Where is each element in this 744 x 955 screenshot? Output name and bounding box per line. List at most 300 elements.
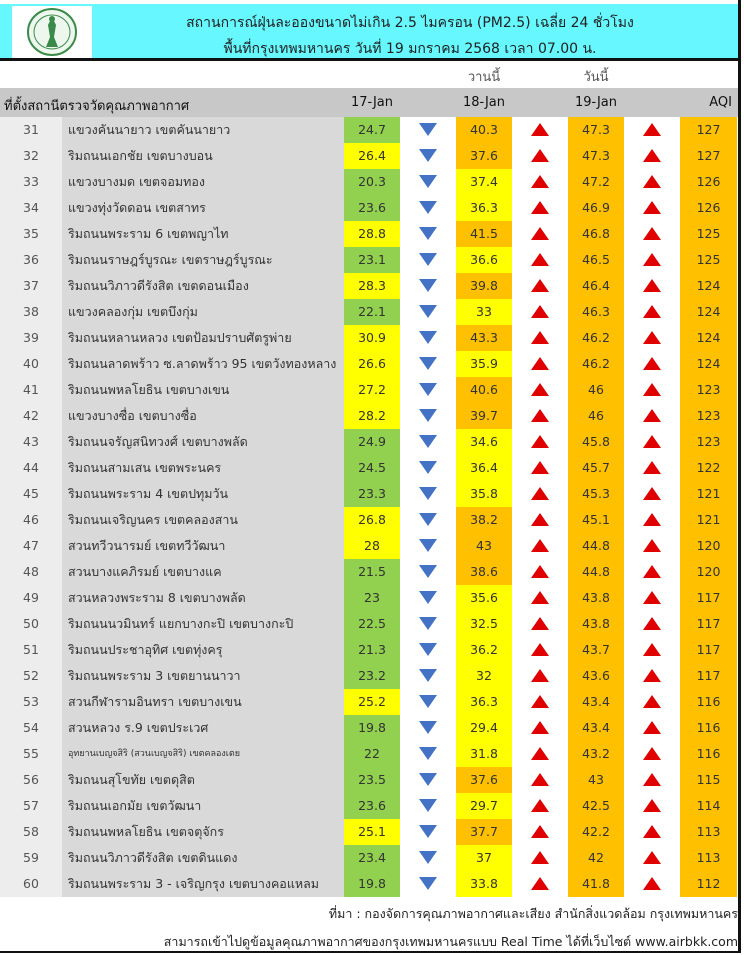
down-arrow-icon (419, 617, 437, 630)
table-row (0, 247, 738, 273)
row-number: 34 (0, 195, 62, 221)
up-arrow-icon (531, 877, 549, 890)
row-number: 53 (0, 689, 62, 715)
up-arrow-icon (643, 747, 661, 760)
down-arrow-icon (419, 279, 437, 292)
up-arrow-icon (643, 175, 661, 188)
trend-cell (512, 273, 568, 299)
trend-cell (512, 637, 568, 663)
header-18-jan: 18-Jan (463, 95, 505, 110)
trend-cell (400, 663, 456, 689)
value-17-jan: 21.5 (344, 559, 400, 585)
value-18-jan: 41.5 (456, 221, 512, 247)
trend-cell (512, 767, 568, 793)
aqi-value: 124 (680, 299, 737, 325)
trend-cell (624, 143, 680, 169)
aqi-value: 124 (680, 325, 737, 351)
down-arrow-icon (419, 513, 437, 526)
trend-cell (624, 611, 680, 637)
trend-cell (400, 455, 456, 481)
up-arrow-icon (643, 643, 661, 656)
up-arrow-icon (643, 279, 661, 292)
station-name: ริมถนนเอกชัย เขตบางบอน (62, 143, 344, 169)
value-18-jan: 35.9 (456, 351, 512, 377)
aqi-value: 124 (680, 273, 737, 299)
row-number: 43 (0, 429, 62, 455)
table-row (0, 637, 738, 663)
station-name: ริมถนนนวมินทร์ แยกบางกะปิ เขตบางกะปิ (62, 611, 344, 637)
table-row (0, 507, 738, 533)
value-19-jan: 46.3 (568, 299, 624, 325)
value-19-jan: 46.4 (568, 273, 624, 299)
trend-cell (624, 689, 680, 715)
table-row (0, 299, 738, 325)
yesterday-label: วานนี้ (467, 70, 501, 85)
down-arrow-icon (419, 201, 437, 214)
trend-cell (400, 377, 456, 403)
trend-cell (400, 403, 456, 429)
up-arrow-icon (531, 409, 549, 422)
table-row (0, 325, 738, 351)
value-17-jan: 28.8 (344, 221, 400, 247)
trend-cell (624, 169, 680, 195)
up-arrow-icon (531, 591, 549, 604)
value-17-jan: 23.4 (344, 845, 400, 871)
up-arrow-icon (643, 357, 661, 370)
trend-cell (512, 533, 568, 559)
station-name: สวนกีฬารามอินทรา เขตบางเขน (62, 689, 344, 715)
up-arrow-icon (643, 539, 661, 552)
row-number: 59 (0, 845, 62, 871)
value-19-jan: 46.2 (568, 351, 624, 377)
table-row (0, 585, 738, 611)
row-number: 56 (0, 767, 62, 793)
value-17-jan: 23.1 (344, 247, 400, 273)
trend-cell (400, 871, 456, 897)
table-row (0, 143, 738, 169)
station-name: ริมถนนพหลโยธิน เขตบางเขน (62, 377, 344, 403)
value-18-jan: 38.2 (456, 507, 512, 533)
value-18-jan: 36.2 (456, 637, 512, 663)
value-17-jan: 21.3 (344, 637, 400, 663)
trend-cell (624, 325, 680, 351)
value-18-jan: 36.6 (456, 247, 512, 273)
value-19-jan: 42.5 (568, 793, 624, 819)
up-arrow-icon (531, 825, 549, 838)
row-number: 44 (0, 455, 62, 481)
up-arrow-icon (643, 253, 661, 266)
trend-cell (624, 455, 680, 481)
up-arrow-icon (643, 409, 661, 422)
station-name: ริมถนนพระราม 3 เขตยานนาวา (62, 663, 344, 689)
row-number: 52 (0, 663, 62, 689)
trend-cell (400, 299, 456, 325)
trend-cell (624, 585, 680, 611)
table-row (0, 533, 738, 559)
value-19-jan: 46 (568, 377, 624, 403)
value-18-jan: 29.7 (456, 793, 512, 819)
row-number: 49 (0, 585, 62, 611)
station-name: ริมถนนพหลโยธิน เขตจตุจักร (62, 819, 344, 845)
station-name: ริมถนนจรัญสนิทวงศ์ เขตบางพลัด (62, 429, 344, 455)
table-row (0, 273, 738, 299)
trend-cell (400, 819, 456, 845)
aqi-value: 120 (680, 533, 737, 559)
trend-cell (512, 559, 568, 585)
station-name: ริมถนนประชาอุทิศ เขตทุ่งครุ (62, 637, 344, 663)
station-name: ริมถนนหลานหลวง เขตป้อมปราบศัตรูพ่าย (62, 325, 344, 351)
up-arrow-icon (531, 513, 549, 526)
value-17-jan: 24.7 (344, 117, 400, 143)
down-arrow-icon (419, 149, 437, 162)
up-arrow-icon (643, 877, 661, 890)
aqi-value: 125 (680, 247, 737, 273)
row-number: 46 (0, 507, 62, 533)
table-row (0, 195, 738, 221)
row-number: 60 (0, 871, 62, 897)
value-19-jan: 43.8 (568, 585, 624, 611)
trend-cell (400, 481, 456, 507)
trend-cell (624, 845, 680, 871)
row-number: 32 (0, 143, 62, 169)
station-name: ริมถนนวิภาวดีรังสิต เขตดินแดง (62, 845, 344, 871)
trend-cell (624, 247, 680, 273)
table-row (0, 481, 738, 507)
value-18-jan: 31.8 (456, 741, 512, 767)
value-19-jan: 47.3 (568, 117, 624, 143)
station-name: ริมถนนเจริญนคร เขตคลองสาน (62, 507, 344, 533)
up-arrow-icon (643, 331, 661, 344)
value-18-jan: 39.8 (456, 273, 512, 299)
header-19-jan: 19-Jan (575, 95, 617, 110)
table-row (0, 845, 738, 871)
aqi-value: 123 (680, 377, 737, 403)
table-row (0, 741, 738, 767)
trend-cell (624, 195, 680, 221)
trend-cell (624, 403, 680, 429)
header-17-jan: 17-Jan (351, 95, 393, 110)
value-18-jan: 32 (456, 663, 512, 689)
table-row (0, 377, 738, 403)
trend-cell (400, 325, 456, 351)
trend-cell (624, 793, 680, 819)
row-number: 58 (0, 819, 62, 845)
trend-cell (512, 351, 568, 377)
station-name: แขวงบางซื่อ เขตบางซื่อ (62, 403, 344, 429)
value-19-jan: 43.7 (568, 637, 624, 663)
value-18-jan: 37 (456, 845, 512, 871)
value-19-jan: 45.8 (568, 429, 624, 455)
trend-cell (624, 715, 680, 741)
trend-cell (512, 871, 568, 897)
trend-cell (512, 481, 568, 507)
trend-cell (400, 169, 456, 195)
table-row (0, 429, 738, 455)
value-17-jan: 25.1 (344, 819, 400, 845)
trend-cell (624, 507, 680, 533)
trend-cell (624, 819, 680, 845)
table-row (0, 559, 738, 585)
trend-cell (400, 195, 456, 221)
value-19-jan: 42 (568, 845, 624, 871)
table-row (0, 819, 738, 845)
trend-cell (512, 247, 568, 273)
header-location: ที่ตั้งสถานีตรวจวัดคุณภาพอากาศ (4, 99, 190, 114)
row-number: 51 (0, 637, 62, 663)
value-18-jan: 43 (456, 533, 512, 559)
aqi-value: 116 (680, 741, 737, 767)
seal-icon (23, 7, 81, 57)
station-name: ริมถนนลาดพร้าว ซ.ลาดพร้าว 95 เขตวังทองหลาง (62, 351, 344, 377)
title-line-2: พื้นที่กรุงเทพมหานคร วันที่ 19 มกราคม 2568 เวลา 07.00 น. (223, 41, 597, 57)
row-number: 45 (0, 481, 62, 507)
down-arrow-icon (419, 487, 437, 500)
row-number: 54 (0, 715, 62, 741)
trend-cell (624, 871, 680, 897)
trend-cell (624, 741, 680, 767)
realtime-note: สามารถเข้าไปดูข้อมูลคุณภาพอากาศของกรุงเทพมหานครแบบ Real Time ได้ที่เว็บไซต์ www.airbkk.com (163, 934, 738, 949)
trend-cell (624, 533, 680, 559)
station-name: สวนบางแคภิรมย์ เขตบางแค (62, 559, 344, 585)
up-arrow-icon (643, 201, 661, 214)
value-17-jan: 20.3 (344, 169, 400, 195)
trend-cell (624, 299, 680, 325)
down-arrow-icon (419, 435, 437, 448)
trend-cell (624, 221, 680, 247)
value-17-jan: 22.5 (344, 611, 400, 637)
value-19-jan: 44.8 (568, 559, 624, 585)
aqi-value: 115 (680, 767, 737, 793)
row-number: 40 (0, 351, 62, 377)
table-row (0, 611, 738, 637)
title-line-1: สถานการณ์ฝุ่นละอองขนาดไม่เกิน 2.5 ไมครอน (PM2.5) เฉลี่ย 24 ชั่วโมง (186, 15, 634, 31)
value-18-jan: 36.3 (456, 689, 512, 715)
row-number: 42 (0, 403, 62, 429)
value-17-jan: 23.6 (344, 793, 400, 819)
trend-cell (400, 247, 456, 273)
table-row (0, 871, 738, 897)
trend-cell (512, 455, 568, 481)
station-name: แขวงบางมด เขตจอมทอง (62, 169, 344, 195)
up-arrow-icon (531, 643, 549, 656)
down-arrow-icon (419, 773, 437, 786)
value-17-jan: 23.6 (344, 195, 400, 221)
trend-cell (624, 273, 680, 299)
down-arrow-icon (419, 409, 437, 422)
down-arrow-icon (419, 331, 437, 344)
trend-cell (400, 221, 456, 247)
up-arrow-icon (531, 305, 549, 318)
trend-cell (512, 169, 568, 195)
value-19-jan: 46.8 (568, 221, 624, 247)
trend-cell (512, 403, 568, 429)
trend-cell (400, 117, 456, 143)
trend-cell (512, 689, 568, 715)
up-arrow-icon (531, 123, 549, 136)
value-19-jan: 47.3 (568, 143, 624, 169)
down-arrow-icon (419, 799, 437, 812)
value-19-jan: 43.4 (568, 715, 624, 741)
trend-cell (400, 793, 456, 819)
trend-cell (624, 377, 680, 403)
value-17-jan: 26.6 (344, 351, 400, 377)
up-arrow-icon (531, 149, 549, 162)
value-17-jan: 24.5 (344, 455, 400, 481)
up-arrow-icon (531, 227, 549, 240)
trend-cell (512, 507, 568, 533)
value-18-jan: 37.6 (456, 143, 512, 169)
table-row (0, 715, 738, 741)
value-17-jan: 22 (344, 741, 400, 767)
station-name: ริมถนนสามเสน เขตพระนคร (62, 455, 344, 481)
value-18-jan: 33.8 (456, 871, 512, 897)
trend-cell (512, 741, 568, 767)
up-arrow-icon (643, 799, 661, 812)
up-arrow-icon (531, 383, 549, 396)
value-18-jan: 36.3 (456, 195, 512, 221)
up-arrow-icon (531, 539, 549, 552)
today-label: วันนี้ (583, 70, 609, 85)
trend-cell (400, 273, 456, 299)
trend-cell (400, 845, 456, 871)
value-17-jan: 26.4 (344, 143, 400, 169)
aqi-value: 126 (680, 195, 737, 221)
trend-cell (400, 585, 456, 611)
up-arrow-icon (531, 617, 549, 630)
up-arrow-icon (643, 149, 661, 162)
up-arrow-icon (643, 825, 661, 838)
up-arrow-icon (643, 461, 661, 474)
up-arrow-icon (531, 201, 549, 214)
down-arrow-icon (419, 669, 437, 682)
down-arrow-icon (419, 305, 437, 318)
station-name: ริมถนนวิภาวดีรังสิต เขตดอนเมือง (62, 273, 344, 299)
row-number: 48 (0, 559, 62, 585)
aqi-value: 121 (680, 481, 737, 507)
trend-cell (400, 689, 456, 715)
value-19-jan: 43 (568, 767, 624, 793)
row-number: 33 (0, 169, 62, 195)
trend-cell (512, 221, 568, 247)
trend-cell (400, 559, 456, 585)
station-name: สวนหลวงพระราม 8 เขตบางพลัด (62, 585, 344, 611)
trend-cell (512, 299, 568, 325)
row-number: 41 (0, 377, 62, 403)
down-arrow-icon (419, 591, 437, 604)
up-arrow-icon (531, 461, 549, 474)
up-arrow-icon (643, 227, 661, 240)
header-aqi: AQI (709, 95, 732, 110)
value-19-jan: 43.4 (568, 689, 624, 715)
value-18-jan: 33 (456, 299, 512, 325)
row-number: 31 (0, 117, 62, 143)
value-19-jan: 45.1 (568, 507, 624, 533)
up-arrow-icon (643, 669, 661, 682)
value-17-jan: 25.2 (344, 689, 400, 715)
value-19-jan: 43.8 (568, 611, 624, 637)
trend-cell (624, 559, 680, 585)
up-arrow-icon (531, 799, 549, 812)
up-arrow-icon (531, 253, 549, 266)
table-row (0, 117, 738, 143)
table-row (0, 689, 738, 715)
trend-cell (400, 351, 456, 377)
station-name: แขวงคันนายาว เขตคันนายาว (62, 117, 344, 143)
down-arrow-icon (419, 721, 437, 734)
down-arrow-icon (419, 825, 437, 838)
up-arrow-icon (643, 123, 661, 136)
up-arrow-icon (643, 513, 661, 526)
aqi-value: 112 (680, 871, 737, 897)
value-17-jan: 23 (344, 585, 400, 611)
value-19-jan: 44.8 (568, 533, 624, 559)
trend-cell (512, 117, 568, 143)
value-19-jan: 41.8 (568, 871, 624, 897)
trend-cell (624, 637, 680, 663)
up-arrow-icon (531, 175, 549, 188)
value-19-jan: 46.2 (568, 325, 624, 351)
value-17-jan: 23.3 (344, 481, 400, 507)
row-number: 55 (0, 741, 62, 767)
down-arrow-icon (419, 383, 437, 396)
value-18-jan: 32.5 (456, 611, 512, 637)
down-arrow-icon (419, 227, 437, 240)
station-name: แขวงทุ่งวัดดอน เขตสาทร (62, 195, 344, 221)
aqi-value: 121 (680, 507, 737, 533)
aqi-value: 120 (680, 559, 737, 585)
table-row (0, 767, 738, 793)
value-17-jan: 22.1 (344, 299, 400, 325)
row-number: 36 (0, 247, 62, 273)
value-17-jan: 23.2 (344, 663, 400, 689)
value-18-jan: 35.8 (456, 481, 512, 507)
value-17-jan: 27.2 (344, 377, 400, 403)
value-18-jan: 39.7 (456, 403, 512, 429)
trend-cell (400, 507, 456, 533)
down-arrow-icon (419, 539, 437, 552)
up-arrow-icon (531, 565, 549, 578)
aqi-value: 113 (680, 845, 737, 871)
value-17-jan: 19.8 (344, 871, 400, 897)
down-arrow-icon (419, 747, 437, 760)
station-name: สวนหลวง ร.9 เขตประเวศ (62, 715, 344, 741)
value-18-jan: 37.4 (456, 169, 512, 195)
aqi-value: 116 (680, 689, 737, 715)
aqi-value: 123 (680, 429, 737, 455)
aqi-value: 117 (680, 663, 737, 689)
trend-cell (624, 481, 680, 507)
trend-cell (400, 533, 456, 559)
up-arrow-icon (531, 331, 549, 344)
up-arrow-icon (531, 669, 549, 682)
value-17-jan: 30.9 (344, 325, 400, 351)
row-number: 57 (0, 793, 62, 819)
value-17-jan: 23.5 (344, 767, 400, 793)
value-18-jan: 37.6 (456, 767, 512, 793)
station-name: ริมถนนสุโขทัย เขตดุสิต (62, 767, 344, 793)
down-arrow-icon (419, 851, 437, 864)
trend-cell (512, 429, 568, 455)
down-arrow-icon (419, 123, 437, 136)
row-number: 38 (0, 299, 62, 325)
aqi-value: 127 (680, 143, 737, 169)
station-name: ริมถนนพระราม 3 - เจริญกรุง เขตบางคอแหลม (62, 871, 344, 897)
bangkok-seal-logo (12, 6, 92, 58)
value-18-jan: 43.3 (456, 325, 512, 351)
station-name: สวนทวีวนารมย์ เขตทวีวัฒนา (62, 533, 344, 559)
value-19-jan: 42.2 (568, 819, 624, 845)
aqi-value: 114 (680, 793, 737, 819)
